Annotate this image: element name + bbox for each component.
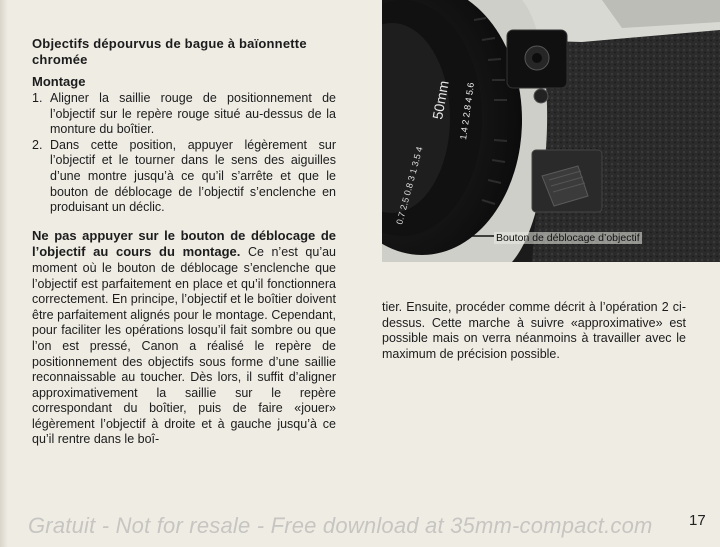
step-text: Dans cette position, appuyer légèrement sur l’objectif et le tourner dans le sens des aiguilles d’une montre jusqu’à ce qu’il s’arrête et que le bouton de déblocage de l’objectif s’enclenche en produisant un déclic.: [50, 137, 336, 215]
steps-list: [32, 91, 336, 216]
step-number: 1.: [32, 91, 43, 105]
subsection-heading: Montage: [32, 74, 86, 89]
lens-distance-scale: 0.7 2.5 0.8 3 1 3.5 4: [394, 145, 425, 226]
step-item: [32, 138, 336, 216]
page-edge-shadow: [0, 0, 8, 547]
camera-illustration: [382, 0, 720, 262]
watermark-text: Gratuit - Not for resale - Free download at 35mm-compact.com: [28, 513, 653, 538]
lens-aperture-scale: 1.4 2 2.8 4 5.6: [458, 81, 476, 141]
right-column-text: tier. Ensuite, procéder comme décrit à l’opération 2 ci-dessus. Cette marche à suivre «approximative» est possible mais on verra néanmoins à travailler avec le maximum de précision possible.: [382, 300, 686, 361]
step-number: 2.: [32, 137, 43, 152]
warning-body-text: Ce n’est qu’au moment où le bouton de déblocage s’enclenche que l’objectif est parfaitement en place et qu’il fonctionnera correctement. En principe, l’objectif et le boîtier doivent être parfaitement alignés pour le montage. Cependant, pour faciliter les opérations losqu’il fait sombre ou que l’on est pressé, Canon a réalisé le repère de positionnement des objectifs sous forme d’une saillie reconnaissable au toucher. Dès lors, il suffit d’aligner approximativement la saillie sur le repère correspondant du boîtier, puis de faire «jouer» légèrement l’objectif à droite et à gauche jusqu’à ce qu’il rentre dans le boî-: [32, 245, 336, 447]
warning-paragraph: [32, 228, 336, 448]
warning-bold-text: Ne pas appuyer sur le bouton de déblocage de l’objectif au cours du montage.: [32, 227, 336, 260]
photo-caption: Bouton de déblocage d’objectif: [496, 232, 640, 244]
section-heading: Objectifs dépourvus de bague à baïonnette chromée: [32, 36, 307, 67]
page-number: 17: [689, 512, 706, 529]
step-item: [32, 91, 336, 138]
lens-focal-label: 50mm: [429, 79, 452, 121]
camera-photo: [382, 0, 720, 262]
left-column: [32, 36, 336, 448]
step-text: Aligner la saillie rouge de positionnement de l’objectif sur le repère rouge situé au-dessus de la monture du boîtier.: [50, 91, 336, 137]
